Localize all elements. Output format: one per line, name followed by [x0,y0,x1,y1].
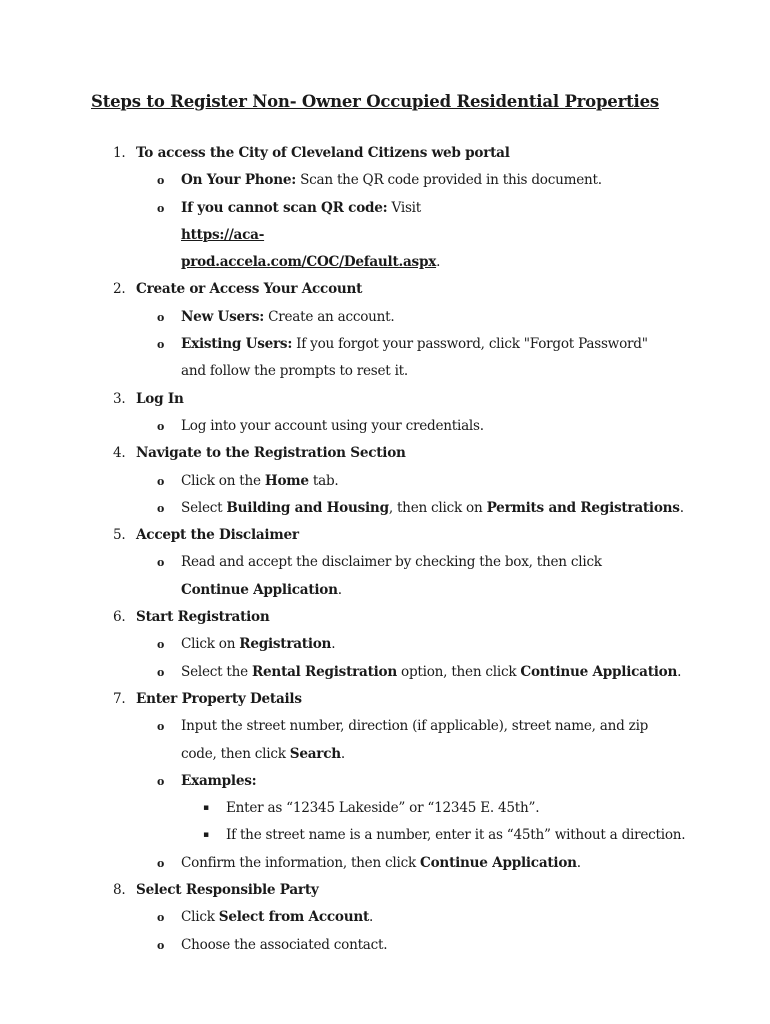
step-number: 2. [113,281,126,298]
list-item [0,932,770,959]
list-item [0,768,770,795]
step-number: 6. [113,609,126,626]
item-text-after: . [436,254,441,271]
sub-list [0,468,770,523]
list-item [0,468,770,495]
item-text: Click [181,909,219,926]
list-item [0,549,770,604]
example-text: If the street name is a number, enter it as “45th” without a direction. [226,827,686,844]
list-item [0,413,770,440]
item-text: tab. [308,472,339,489]
step-7 [0,686,770,877]
circle-bullet-icon: o [157,201,165,215]
item-label: Examples: [181,772,257,789]
circle-bullet-icon: o [157,501,165,515]
sub-list [0,631,770,686]
example-item [0,795,770,822]
sub-list [0,549,770,604]
item-bold: Building and Housing [226,499,389,516]
step-1 [0,140,770,276]
list-item [0,631,770,658]
portal-link[interactable]: https://aca-prod.accela.com/COC/Default.aspx [181,226,437,271]
item-text: . [576,854,581,871]
step-number: 1. [113,145,126,161]
item-text: . [331,636,336,653]
item-bold: Search [289,745,341,762]
step-5 [0,522,770,604]
example-text: Enter as “12345 Lakeside” or “12345 E. 45th”. [226,800,540,817]
step-number: 8. [113,882,126,899]
circle-bullet-icon: o [157,556,165,570]
step-4 [0,440,770,522]
item-text: . [677,663,682,680]
step-heading: Start Registration [136,609,270,626]
list-item [0,850,770,877]
item-text: Visit [387,199,421,216]
item-bold: Permits and Registrations [486,499,680,516]
step-number: 4. [113,445,126,462]
circle-bullet-icon: o [157,938,165,952]
item-text: Scan the QR code provided in this document. [296,172,602,189]
step-6 [0,604,770,686]
item-label: On Your Phone: [181,172,297,189]
item-bold: Continue Application [181,581,338,598]
item-text: Click on the [181,472,265,489]
item-bold: Continue Application [520,663,678,680]
circle-bullet-icon: o [157,338,165,352]
item-text: Confirm the information, then click [181,854,421,871]
circle-bullet-icon: o [157,856,165,870]
item-text: , then click on [388,499,487,516]
item-bold: Rental Registration [251,663,397,680]
step-heading: Accept the Disclaimer [136,527,299,544]
item-bold: Continue Application [420,854,577,871]
steps-list [0,140,770,959]
sub-list [0,304,770,386]
list-item [0,331,770,386]
sub-list [0,904,770,959]
circle-bullet-icon: o [157,474,165,488]
item-label: If you cannot scan QR code: [181,199,388,216]
circle-bullet-icon: o [157,419,165,433]
square-bullet-icon: ▪ [203,830,209,841]
item-text: Create an account. [264,308,395,325]
item-bold: Select from Account [218,909,370,926]
example-item [0,822,770,849]
step-number: 3. [113,390,126,407]
item-text: Log into your account using your credentials. [181,417,484,434]
document-title: Steps to Register Non- Owner Occupied Residential Properties [91,92,659,111]
item-label: New Users: [181,308,264,325]
list-item [0,904,770,931]
sub-list [0,167,770,276]
item-text: . [369,909,374,926]
list-item [0,659,770,686]
square-bullet-icon: ▪ [203,803,209,814]
item-text: . [337,581,342,598]
step-heading: Enter Property Details [136,690,302,707]
step-3 [0,386,770,441]
item-text: Read and accept the disclaimer by checking the box, then click [181,554,602,571]
step-8 [0,877,770,959]
list-item [0,195,770,277]
item-text: Select the [181,663,252,680]
circle-bullet-icon: o [157,774,165,788]
item-text: If you forgot your password, click "Forgot Password" and follow the prompts to reset it. [181,336,648,380]
item-text: Select [181,499,227,516]
item-text: Click on [181,636,240,653]
circle-bullet-icon: o [157,174,165,188]
step-number: 7. [113,690,126,707]
item-text: . [340,745,345,762]
item-text: option, then click [396,663,521,680]
item-text: Input the street number, direction (if applicable), street name, and zip code, then click [181,718,649,762]
list-item [0,167,770,194]
circle-bullet-icon: o [157,665,165,679]
item-text: Choose the associated contact. [181,936,388,953]
circle-bullet-icon: o [157,720,165,734]
step-heading: Create or Access Your Account [136,281,363,298]
step-heading: To access the City of Cleveland Citizens web portal [136,145,510,161]
step-2 [0,276,770,385]
item-bold: Home [264,472,309,489]
step-heading: Navigate to the Registration Section [136,445,406,462]
item-text: . [679,499,684,516]
list-item [0,713,770,768]
circle-bullet-icon: o [157,638,165,652]
circle-bullet-icon: o [157,911,165,925]
step-heading: Log In [136,390,184,407]
item-bold: Registration [239,636,332,653]
list-item [0,304,770,331]
circle-bullet-icon: o [157,310,165,324]
sub-list [0,413,770,440]
step-number: 5. [113,527,126,544]
sub-list [0,713,770,877]
list-item [0,495,770,522]
step-heading: Select Responsible Party [136,882,319,899]
item-label: Existing Users: [181,336,293,353]
